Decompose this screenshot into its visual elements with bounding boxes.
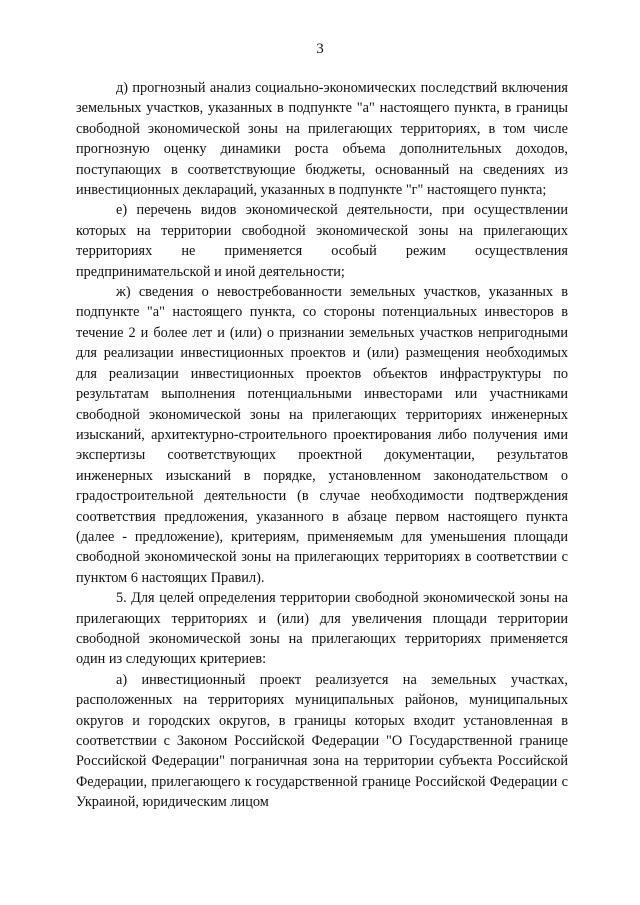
paragraph-zh: ж) сведения о невостребованности земельных участков, указанных в подпункте "а" настоящего пункта, со стороны потенциальных инвесторов в течение 2 и более лет и (или) о признании земельных участков непригодными для реализации инвестиционных проектов и (или) размещения необходимых для реализации инвестиционных проектов объектов инфраструктуры по результатам выполнения потенциальными инвесторами или участниками свободной экономической зоны на прилегающих территориях инженерных изысканий, архитектурно-строительного проектирования либо получения ими экспертизы соответствующих проектной документации, результатов инженерных изысканий в порядке, установленном законодательством о градостроительной деятельности (в случае необходимости подтверждения соответствия предложения, указанного в абзаце первом настоящего пункта (далее - предложение), критериям, применяемым для уменьшения площади свободной экономической зоны на прилегающих территориях в соответствии с пунктом 6 настоящих Правил). — [76, 284, 568, 586]
paragraph-e: е) перечень видов экономической деятельности, при осуществлении которых на территории свободной экономической зоны на прилегающих территориях не применяется особый режим осуществления предпринимательской и иной деятельности; — [76, 202, 568, 280]
document-body — [76, 78, 568, 813]
paragraph-a: а) инвестиционный проект реализуется на земельных участках, расположенных на территориях муниципальных районов, муниципальных округов и городских округов, в границы которых входит установленная в соответствии с Законом Российской Федерации "О Государственной границе Российской Федерации" пограничная зона на территории субъекта Российской Федерации, прилегающего к государственной границе Российской Федерации с Украиной, юридическим лицом — [76, 671, 568, 811]
paragraph-d: д) прогнозный анализ социально-экономических последствий включения земельных участков, указанных в подпункте "а" настоящего пункта, в границы свободной экономической зоны на прилегающих территориях, в том числе прогнозную оценку динамики роста объема дополнительных доходов, поступающих в соответствующие бюджеты, основанный на сведениях из инвестиционных деклараций, указанных в подпункте "г" настоящего пункта; — [76, 80, 568, 199]
page-number: 3 — [316, 41, 324, 57]
paragraph-5: 5. Для целей определения территории свободной экономической зоны на прилегающих территориях и (или) для увеличения площади территории свободной экономической зоны на прилегающих территориях применяется один из следующих критериев: — [76, 590, 568, 668]
